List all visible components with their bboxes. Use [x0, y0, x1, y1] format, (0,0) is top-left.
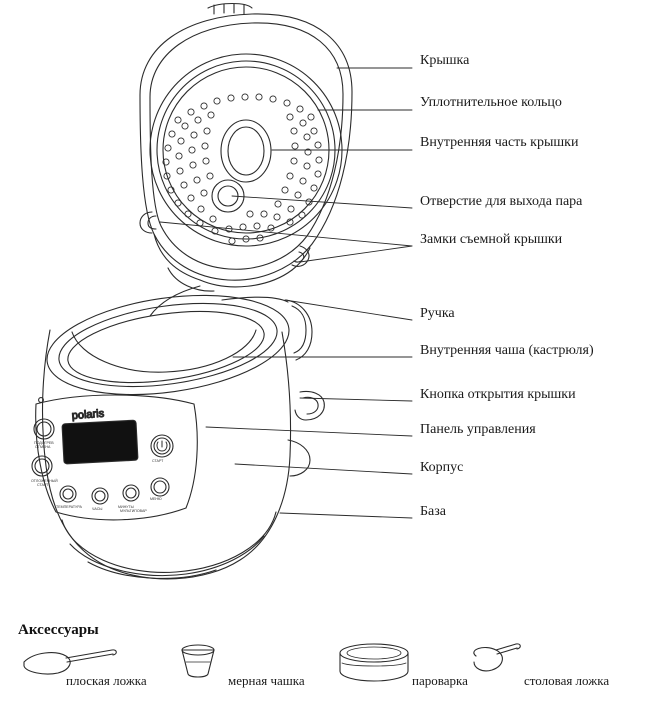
accessories-title: Аксессуары	[18, 622, 99, 638]
callout-base: База	[420, 504, 446, 519]
svg-text:ПОДОГРЕВ: ПОДОГРЕВ	[34, 441, 54, 445]
accessory-label-table-spoon: столовая ложка	[524, 673, 610, 688]
callout-control-panel: Панель управления	[420, 422, 536, 437]
svg-text:МУЛЬТИПОВАР: МУЛЬТИПОВАР	[120, 509, 147, 513]
svg-text:ОТМЕНА: ОТМЕНА	[35, 445, 51, 449]
callout-lid-latches: Замки съемной крышки	[420, 232, 563, 247]
svg-text:СТАРТ: СТАРТ	[37, 483, 49, 487]
accessory-label-measure-cup: мерная чашка	[228, 673, 305, 688]
callout-lid: Крышка	[420, 53, 470, 68]
callout-steam-vent: Отверстие для выхода пара	[420, 194, 583, 209]
svg-text:ТЕМПЕРАТУРА: ТЕМПЕРАТУРА	[56, 505, 82, 509]
leader-lines	[160, 68, 412, 518]
lid-assembly	[140, 4, 352, 292]
control-panel-graphic	[31, 395, 197, 520]
svg-text:ОТЛОЖЕННЫЙ: ОТЛОЖЕННЫЙ	[31, 479, 58, 483]
svg-text:МИНУТЫ: МИНУТЫ	[118, 505, 134, 509]
accessory-label-steamer: пароварка	[412, 673, 468, 688]
svg-text:МЕНЮ: МЕНЮ	[150, 497, 162, 501]
callout-sealing-ring: Уплотнительное кольцо	[420, 95, 562, 110]
svg-text:СТАРТ: СТАРТ	[152, 459, 164, 463]
accessory-label-flat-spoon: плоская ложка	[66, 673, 147, 688]
callout-body: Корпус	[420, 460, 464, 475]
svg-text:ЧАСЫ: ЧАСЫ	[92, 507, 103, 511]
brand-label: polaris	[71, 407, 105, 422]
callout-inner-bowl: Внутренняя чаша (кастрюля)	[420, 343, 594, 358]
callout-handle: Ручка	[420, 306, 455, 321]
callout-open-button: Кнопка открытия крышки	[420, 387, 576, 402]
callout-inner-lid: Внутренняя часть крышки	[420, 135, 579, 150]
